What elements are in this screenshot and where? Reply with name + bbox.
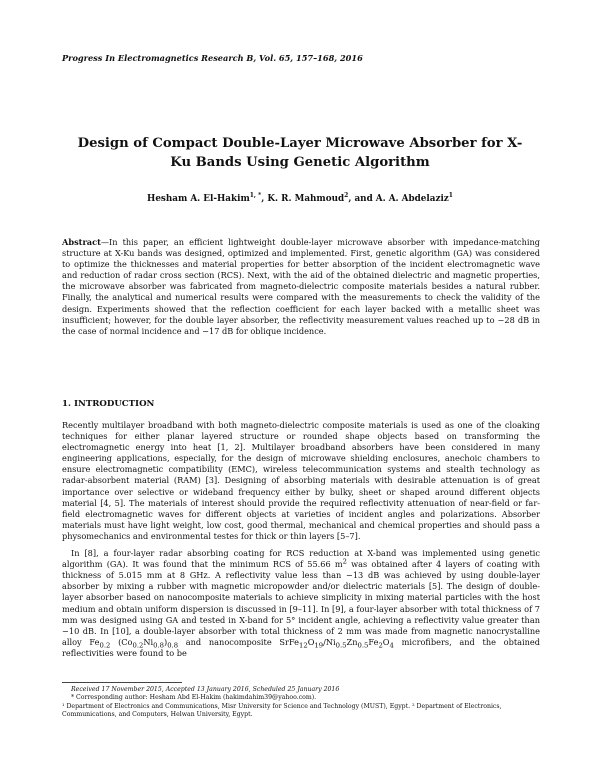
subscript: 4 bbox=[389, 641, 394, 650]
subscript: 0.2 bbox=[132, 641, 144, 650]
section-heading: 1. INTRODUCTION bbox=[62, 399, 155, 409]
paper-title: Design of Compact Double-Layer Microwave Absorber for X-Ku Bands Using Genetic Algorithm bbox=[77, 136, 523, 170]
received-dates: Received 17 November 2015, Accepted 13 January 2016, Scheduled 25 January 2016 bbox=[71, 686, 340, 693]
superscript: 2 bbox=[342, 557, 347, 566]
paragraph-text: was obtained after 4 layers of coating with thickness of 5.015 mm at 8 GHz. A reflectivity value less than −13 dB was achieved by using double-layer absorber by mixing a rubber with magnetic micropowder and/or dielectric materials [5]. The design of double-layer absorber based on nanocomposite materials to achieve simplicity in mixing material particles with the host medium and obtain uniform dispersion is discussed in [9–11]. In [9], a four-layer absorber with total thickness of 7 mm was designed using GA and tested in X-band for 5° incident angle, achieving a reflectivity value greater than −10 dB. In [10], a double-layer absorber with total thickness of 2 mm was made from magnetic nanocrystalline alloy Fe bbox=[62, 559, 540, 647]
author-name: Hesham A. El-Hakim bbox=[147, 194, 250, 204]
author-separator: , bbox=[261, 194, 268, 204]
journal-citation: Progress In Electromagnetics Research B, Vol. 65, 157–168, 2016 bbox=[62, 53, 363, 63]
author-name: A. A. Abdelaziz bbox=[375, 194, 449, 204]
subscript: 19 bbox=[314, 641, 324, 650]
subscript: 0.5 bbox=[335, 641, 347, 650]
paragraph-text: In [8], a four-layer radar absorbing coating for RCS reduction at X-band was implemented using genetic algorithm (GA). It was found that the minimum RCS of 55.66 m bbox=[62, 548, 540, 570]
affiliations: ¹ Department of Electronics and Communications, Misr University for Science and Technology (MUST), Egypt. ² Department of Electronics, Communications, and Computers, Helwan University, Egypt. bbox=[62, 702, 502, 719]
paragraph-text: microfibers, and the obtained reflectivities were found to be bbox=[62, 636, 540, 658]
author-name: K. R. Mahmoud bbox=[267, 194, 345, 204]
paragraph-text: Ni bbox=[143, 636, 154, 647]
paragraph-text: Zn bbox=[346, 636, 358, 647]
paragraph-text: and nanocomposite SrFe bbox=[178, 636, 299, 647]
subscript: 0.8 bbox=[167, 641, 179, 650]
corresponding-author: * Corresponding author: Hesham Abd El-Hakim (hakimdahim39@yahoo.com). bbox=[71, 694, 317, 702]
paragraph-text: ) bbox=[163, 636, 168, 647]
paragraph: Recently multilayer broadband with both magneto-dielectric composite materials is used as one of the cloaking techniques for either planar layered structure or rounded shape objects based on transforming the electromagnetic energy into heat [1, 2]. Multilayer broadband absorbers have been considered in many engineering applications, especially, for the design of microwave shielding enclosures, anechoic chambers to ensure electromagnetic compatibility (EMC), wireless telecommunication systems and stealth technology as radar-absorbent material (RAM) [3]. Designing of absorbing materials with desirable attenuation is of great importance over selective or wideband frequency either by bulky, sheet or shaped around different objects material [4, 5]. The materials of interest should provide the required reflectivity attenuation of near-field or far-field electromagnetic waves for different objects at varieties of incident angles and polarizations. Absorber materials must have light weight, low cost, good thermal, mechanical and chemical properties and should pass a physomechanics and environmental testes for thick or thin layers [5–7]. bbox=[62, 420, 540, 541]
subscript: 0.2 bbox=[99, 641, 111, 650]
paragraph bbox=[62, 548, 540, 659]
abstract bbox=[62, 237, 540, 337]
author-affiliation-mark: 1, * bbox=[249, 192, 262, 200]
body-text bbox=[62, 420, 540, 659]
paragraph-text: (Co bbox=[110, 636, 133, 647]
paragraph-text: O bbox=[307, 636, 315, 647]
subscript: 12 bbox=[299, 641, 308, 650]
abstract-text: —In this paper, an efficient lightweight double-layer microwave absorber with impedance-matching structure at X-Ku bands was designed, optimized and implemented. First, genetic algorithm (GA) was considered to optimize the thicknesses and material properties for better absorption of the incident electromagnetic wave and reduction of radar cross section (RCS). Next, with the aid of the obtained dielectric and magnetic properties, the microwave absorber was fabricated from magneto-dielectric composite materials besides a natural rubber. Finally, the analytical and numerical results were compared with the measurements to check the validity of the design. Experiments showed that the reflection coefficient for each layer backed with a metallic sheet was insufficient; however, for the double layer absorber, the reflectivity measurement values reached up to −28 dB in the case of normal incidence and −17 dB for oblique incidence. bbox=[62, 237, 540, 336]
subscript: 0.8 bbox=[153, 641, 164, 650]
abstract-label: Abstract bbox=[62, 237, 101, 247]
paragraph-text: O bbox=[382, 636, 390, 647]
subscript: 0.5 bbox=[357, 641, 369, 650]
paragraph-text: Fe bbox=[368, 636, 379, 647]
subscript: 2 bbox=[378, 641, 383, 650]
footnotes bbox=[62, 686, 542, 720]
footnote-divider bbox=[62, 682, 182, 683]
paragraph-text: /Ni bbox=[323, 636, 336, 647]
author-affiliation-mark: 2 bbox=[344, 192, 349, 200]
author-affiliation-mark: 1 bbox=[448, 192, 453, 200]
author-list bbox=[62, 194, 538, 204]
author-separator: , and bbox=[348, 194, 376, 204]
